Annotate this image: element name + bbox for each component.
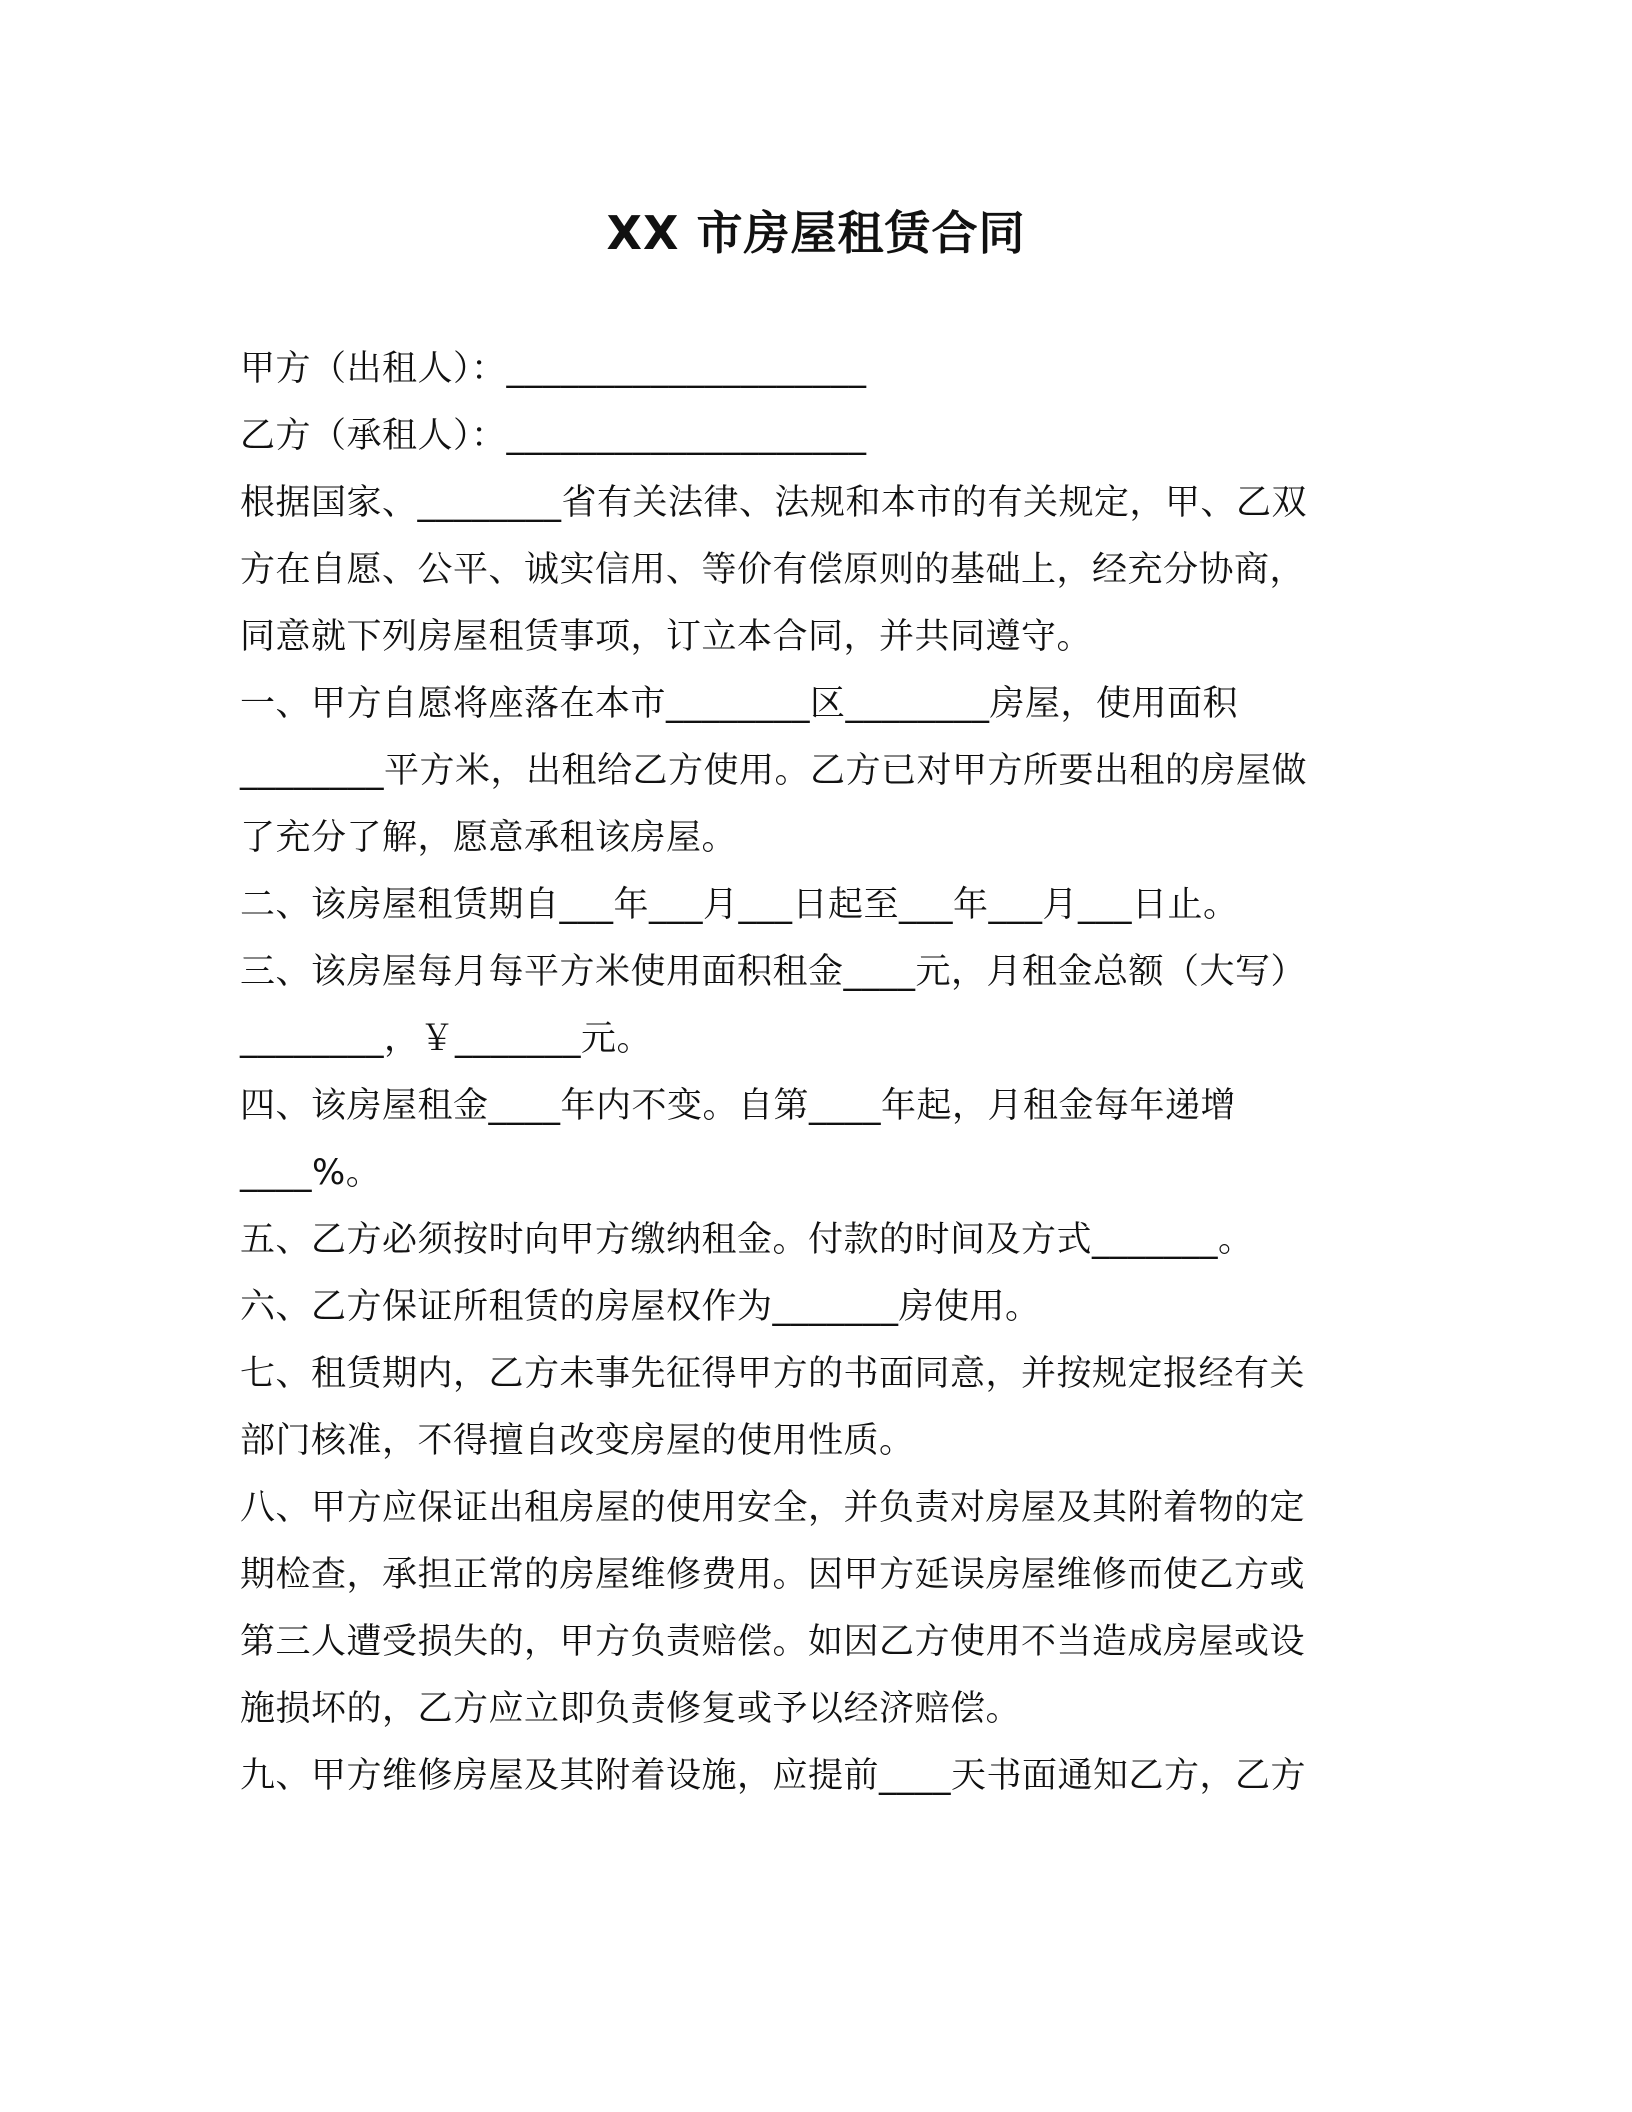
party-b-line: 乙方（承租人）：____________________	[240, 416, 867, 456]
clause-4-line: ____%。	[240, 1153, 382, 1193]
clause-7-line: 七、租赁期内，乙方未事先征得甲方的书面同意，并按规定报经有关	[240, 1354, 1306, 1394]
clause-1-line: ________平方米，出租给乙方使用。乙方已对甲方所要出租的房屋做	[240, 751, 1308, 791]
clause-5-line: 五、乙方必须按时向甲方缴纳租金。付款的时间及方式_______。	[240, 1220, 1254, 1260]
clause-4-line: 四、该房屋租金____年内不变。自第____年起，月租金每年递增	[240, 1086, 1237, 1126]
clause-8-line: 第三人遭受损失的，甲方负责赔偿。如因乙方使用不当造成房屋或设	[240, 1622, 1306, 1662]
clause-3-line: 三、该房屋每月每平方米使用面积租金____元，月租金总额（大写）	[240, 952, 1307, 992]
clause-8-line: 施损坏的，乙方应立即负责修复或予以经济赔偿。	[240, 1689, 1022, 1729]
preamble-line: 同意就下列房屋租赁事项，订立本合同，并共同遵守。	[240, 617, 1093, 657]
clause-8-line: 八、甲方应保证出租房屋的使用安全，并负责对房屋及其附着物的定	[240, 1488, 1306, 1528]
preamble-line: 根据国家、________省有关法律、法规和本市的有关规定，甲、乙双	[240, 483, 1308, 523]
clause-7-line: 部门核准，不得擅自改变房屋的使用性质。	[240, 1421, 915, 1461]
clause-1-line: 一、甲方自愿将座落在本市________区________房屋，使用面积	[240, 684, 1239, 724]
clause-6-line: 六、乙方保证所租赁的房屋权作为_______房使用。	[240, 1287, 1041, 1327]
clause-8-line: 期检查，承担正常的房屋维修费用。因甲方延误房屋维修而使乙方或	[240, 1555, 1306, 1595]
document-body	[240, 336, 1400, 1810]
party-a-line: 甲方（出租人）：____________________	[240, 349, 867, 389]
document-title: XX 市房屋租赁合同	[606, 206, 1026, 260]
clause-9-line: 九、甲方维修房屋及其附着设施，应提前____天书面通知乙方，乙方	[240, 1756, 1307, 1796]
preamble-line: 方在自愿、公平、诚实信用、等价有偿原则的基础上，经充分协商，	[240, 550, 1306, 590]
clause-2-line: 二、该房屋租赁期自___年___月___日起至___年___月___日止。	[240, 885, 1239, 925]
clause-3-line: ________，￥_______元。	[240, 1019, 653, 1059]
clause-1-line: 了充分了解，愿意承租该房屋。	[240, 818, 738, 858]
